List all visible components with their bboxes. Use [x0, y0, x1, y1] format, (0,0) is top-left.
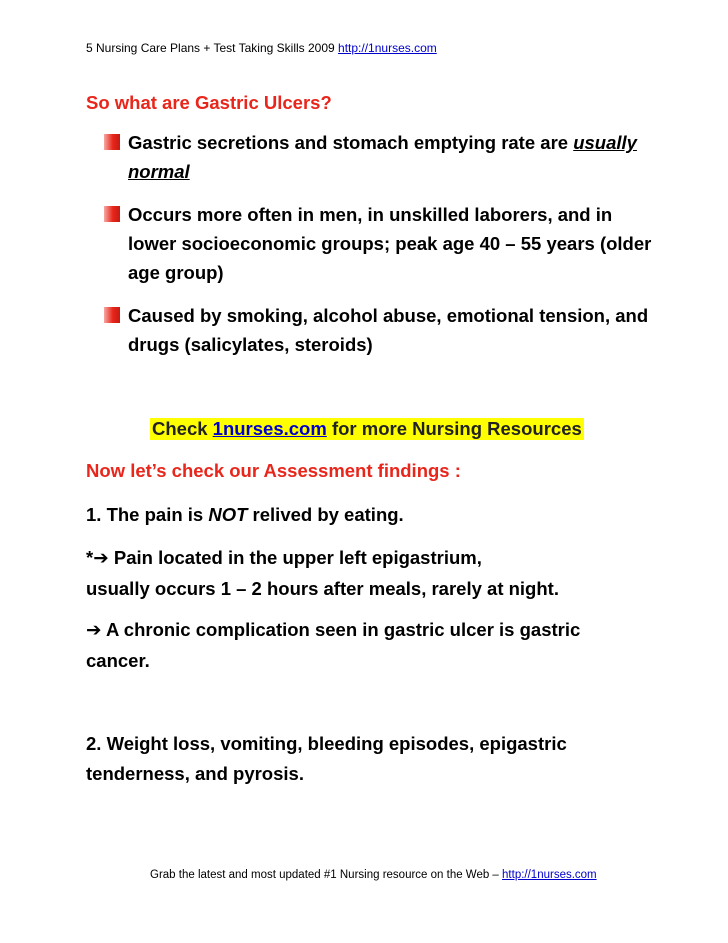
- promo-link[interactable]: 1nurses.com: [212, 418, 327, 439]
- promo-text-after: for more Nursing Resources: [326, 418, 582, 439]
- header-text: 5 Nursing Care Plans + Test Taking Skills 2009: [86, 41, 339, 55]
- finding-1: [86, 500, 646, 530]
- footer-text: Grab the latest and most updated #1 Nursing resource on the Web –: [150, 869, 503, 881]
- bullet-emphasis-line2: normal: [128, 161, 190, 182]
- page-footer: [150, 869, 597, 881]
- bullet-text: Caused by smoking, alcohol abuse, emotional tension, and drugs (salicylates, steroids): [128, 305, 649, 355]
- header-link[interactable]: http://1nurses.com: [338, 41, 437, 55]
- finding-text: 1. The pain is: [86, 504, 209, 525]
- finding-2: [86, 543, 646, 604]
- bullet-item: [104, 301, 664, 359]
- finding-text-line2: usually occurs 1 – 2 hours after meals, rarely at night.: [86, 578, 559, 599]
- promo-text-before: Check: [152, 418, 213, 439]
- finding-3: [86, 615, 646, 676]
- red-square-bullet-icon: [104, 307, 120, 323]
- bullet-text: Gastric secretions and stomach emptying rate are: [128, 132, 574, 153]
- bullet-item: [104, 200, 664, 287]
- finding-text-end: relived by eating.: [247, 504, 404, 525]
- right-arrow-icon: ➔: [93, 548, 109, 569]
- finding-text: A chronic complication seen in gastric ulcer is gastric cancer.: [86, 619, 581, 671]
- right-arrow-icon: ➔: [86, 620, 102, 641]
- bullet-text: Occurs more often in men, in unskilled laborers, and in lower socioeconomic groups; peak age 40 – 55 years (older age group): [128, 204, 652, 283]
- finding-prefix: *: [86, 547, 94, 568]
- finding-text: Pain located in the upper left epigastrium,: [108, 547, 482, 568]
- finding-emphasis: NOT: [208, 504, 248, 525]
- red-square-bullet-icon: [104, 206, 120, 222]
- page-header: [86, 41, 437, 55]
- promo-banner: [150, 418, 584, 440]
- footer-link[interactable]: http://1nurses.com: [502, 869, 597, 881]
- bullet-item: [104, 128, 664, 186]
- finding-4: 2. Weight loss, vomiting, bleeding episodes, epigastric tenderness, and pyrosis.: [86, 733, 567, 784]
- bullet-emphasis: usually: [573, 132, 637, 153]
- assessment-title: Now let’s check our Assessment findings :: [86, 460, 461, 481]
- red-square-bullet-icon: [104, 134, 120, 150]
- section-title: So what are Gastric Ulcers?: [86, 92, 332, 113]
